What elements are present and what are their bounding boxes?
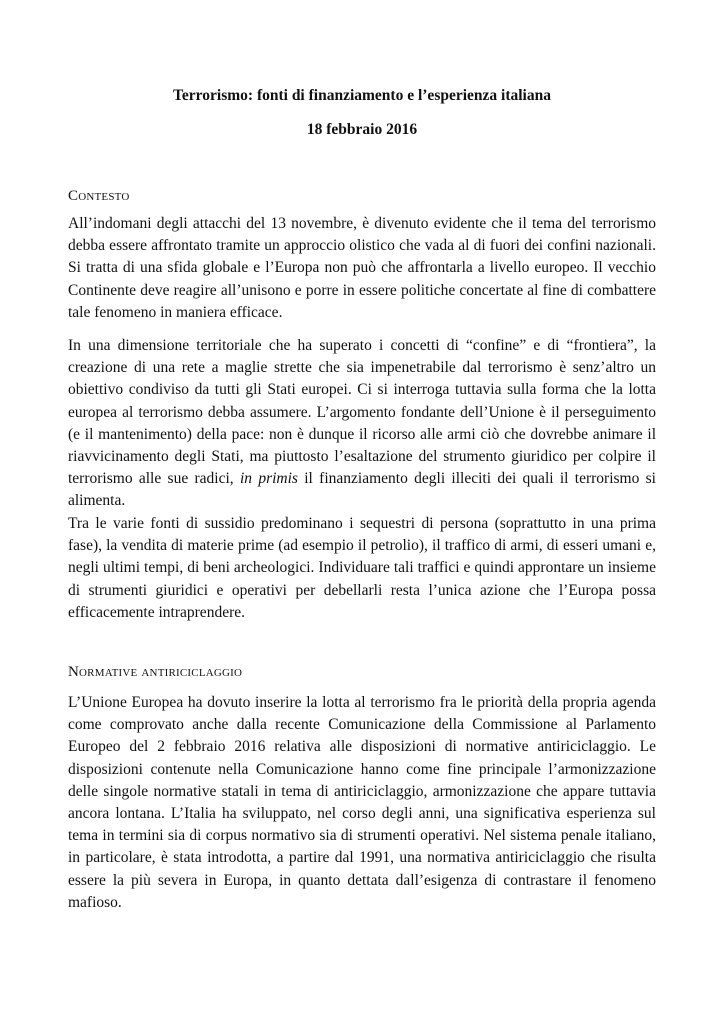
paragraph-contesto-1: All’indomani degli attacchi del 13 novembre, è divenuto evidente che il tema del terrorismo debba essere affrontato tramite un approccio olistico che vada al di fuori dei confini nazionali. Si tratta di una sfida globale e l’Europa non può che affrontarla a livello europeo. Il vecchio Continente deve reagire all’unisono e porre in essere politiche concertate al fine di combattere tale fenomeno in maniera efficace.: [68, 215, 656, 321]
paragraph-contesto-3: Tra le varie fonti di sussidio predominano i sequestri di persona (soprattutto in una prima fase), la vendita di materie prime (ad esempio il petrolio), il traffico di armi, di esseri umani e, negli ultimi tempi, di beni archeologici. Individuare tali traffici e quindi approntare un insieme di strumenti giuridici e operativi per debellarli resta l’unica azione che l’Europa possa efficacemente intraprendere.: [68, 515, 656, 621]
document-title: Terrorismo: fonti di finanziamento e l’esperienza italiana: [173, 87, 551, 104]
paragraph-contesto-2: [68, 335, 656, 513]
paragraph-text: il finanziamento degli illeciti dei quali il terrorismo si alimenta.: [68, 470, 656, 510]
section-heading-contesto: Contesto: [68, 188, 130, 204]
paragraph-text: In una dimensione territoriale che ha superato i concetti di “confine” e di “frontiera”, la creazione di una rete a maglie strette che sia impenetrabile dal terrorismo è senz’altro un obiettivo condiviso da tutti gli Stati europei. Ci si interroga tuttavia sulla forma che la lotta europea al terrorismo debba assumere. L’argomento fondante dell’Unione è il perseguimento (e il mantenimento) della pace: non è dunque il ricorso alle armi ciò che dovrebbe animare il riavvicinamento degli Stati, ma piuttosto l’esaltazione del strumento giuridico per colpire il terrorismo alle sue radici,: [68, 337, 656, 488]
emphasis-in-primis: in primis: [239, 470, 298, 488]
section-heading-normative: Normative antiriciclaggio: [68, 664, 243, 680]
document-date: 18 febbraio 2016: [306, 121, 418, 138]
paragraph-normative-1: L’Unione Europea ha dovuto inserire la lotta al terrorismo fra le priorità della propria agenda come comprovato anche dalla recente Comunicazione della Commissione al Parlamento Europeo del 2 febbraio 2016 relativa alle disposizioni di normative antiriciclaggio. Le disposizioni contenute nella Comunicazione hanno come fine principale l’armonizzazione delle singole normative statali in tema di antiriciclaggio, armonizzazione che appare tuttavia ancora lontana. L’Italia ha sviluppato, nel corso degli anni, una significativa esperienza sul tema in termini sia di corpus normativo sia di strumenti operativi. Nel sistema penale italiano, in particolare, è stata introdotta, a partire dal 1991, una normativa antiriciclaggio che risulta essere la più severa in Europa, in quanto dettata dall’esigenza di contrastare il fenomeno mafioso.: [68, 694, 656, 911]
